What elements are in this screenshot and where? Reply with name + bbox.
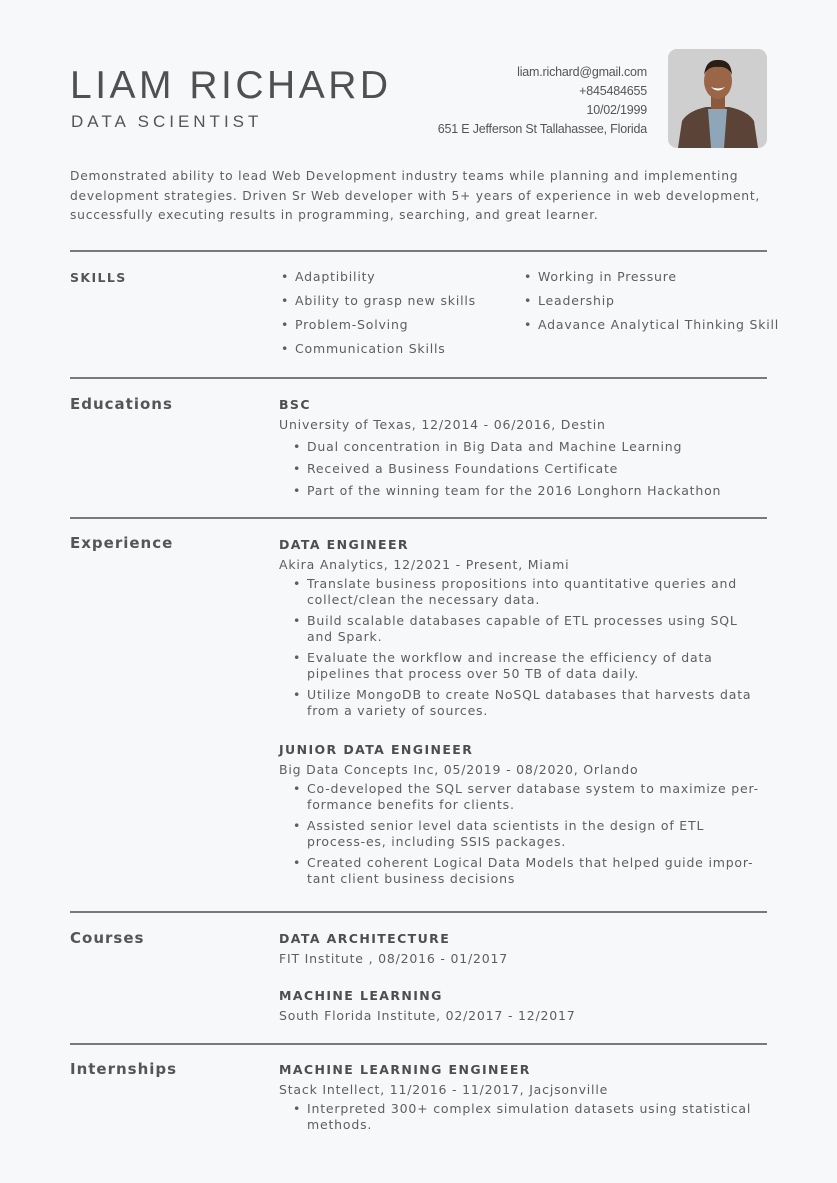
candidate-title: DATA SCIENTIST: [71, 112, 263, 131]
internship-bullet: • Interpreted 300+ complex simulation datasets using statistical methods.: [279, 1101, 759, 1133]
education-heading: Educations: [70, 395, 173, 413]
experience-bullet: • Utilize MongoDB to create NoSQL databases that harvests data from a variety of sources.: [279, 687, 759, 719]
education-bullet: • Received a Business Foundations Certificate: [279, 458, 769, 480]
section-divider: [70, 1043, 767, 1045]
course-details: South Florida Institute, 02/2017 - 12/2017: [279, 1008, 576, 1023]
degree-title: BSC: [279, 397, 311, 412]
skill-item: • Communication Skills: [281, 337, 511, 361]
experience-entry: [279, 536, 769, 724]
skills-list-2: [524, 265, 824, 337]
experience-bullet: • Co-developed the SQL server database system to maximize per-formance benefits for clients.: [279, 781, 759, 813]
section-divider: [70, 250, 767, 252]
job-details: Big Data Concepts Inc, 05/2019 - 08/2020, Orlando: [279, 762, 639, 777]
phone: +845484655: [579, 84, 647, 98]
profile-photo: [668, 49, 767, 148]
skill-item: • Adavance Analytical Thinking Skill: [524, 313, 824, 337]
job-title: JUNIOR DATA ENGINEER: [279, 742, 474, 757]
internship-entry: [279, 1061, 769, 1138]
experience-heading: Experience: [70, 534, 174, 552]
address: 651 E Jefferson St Tallahassee, Florida: [437, 122, 647, 136]
section-divider: [70, 377, 767, 379]
skill-item: • Problem-Solving: [281, 313, 511, 337]
job-title: DATA ENGINEER: [279, 537, 409, 552]
profile-summary: Demonstrated ability to lead Web Development industry teams while planning and implementing development strategies. Driven Sr Web developer with 5+ years of experience in web development, successfully executing results in programming, searching, and great learner.: [70, 169, 761, 222]
education-bullet: • Part of the winning team for the 2016 Longhorn Hackathon: [279, 480, 769, 502]
courses-heading: Courses: [70, 929, 145, 947]
section-divider: [70, 911, 767, 913]
course-title: DATA ARCHITECTURE: [279, 931, 451, 946]
internship-details: Stack Intellect, 11/2016 - 11/2017, Jacjsonville: [279, 1082, 609, 1097]
course-entry: [279, 930, 769, 970]
degree-details: University of Texas, 12/2014 - 06/2016, Destin: [279, 417, 606, 432]
skills-heading: SKILLS: [70, 270, 127, 285]
job-details: Akira Analytics, 12/2021 - Present, Miami: [279, 557, 570, 572]
candidate-name: LIAM RICHARD: [70, 64, 392, 107]
internships-heading: Internships: [70, 1060, 178, 1078]
section-divider: [70, 517, 767, 519]
experience-bullet: • Assisted senior level data scientists in the design of ETL process-es, including SSIS packages.: [279, 818, 759, 850]
education-bullet: • Dual concentration in Big Data and Machine Learning: [279, 436, 769, 458]
course-details: FIT Institute , 08/2016 - 01/2017: [279, 951, 509, 966]
course-entry: [279, 987, 769, 1027]
course-title: MACHINE LEARNING: [279, 988, 443, 1003]
internship-title: MACHINE LEARNING ENGINEER: [279, 1062, 531, 1077]
skills-list-1: [281, 265, 511, 361]
experience-bullet: • Evaluate the workflow and increase the efficiency of data pipelines that process over 50 TB of data daily.: [279, 650, 759, 682]
education-entry: [279, 396, 769, 502]
skill-item: • Working in Pressure: [524, 265, 824, 289]
skill-item: • Adaptibility: [281, 265, 511, 289]
skill-item: • Ability to grasp new skills: [281, 289, 511, 313]
experience-entry: [279, 741, 769, 892]
date-of-birth: 10/02/1999: [586, 103, 647, 117]
contact-info: [438, 63, 647, 139]
skill-item: • Leadership: [524, 289, 824, 313]
experience-bullet: • Build scalable databases capable of ETL processes using SQL and Spark.: [279, 613, 759, 645]
experience-bullet: • Translate business propositions into quantitative queries and collect/clean the necessary data.: [279, 576, 759, 608]
experience-bullet: • Created coherent Logical Data Models that helped guide impor-tant client business decisions: [279, 855, 759, 887]
email: liam.richard@gmail.com: [517, 65, 647, 79]
